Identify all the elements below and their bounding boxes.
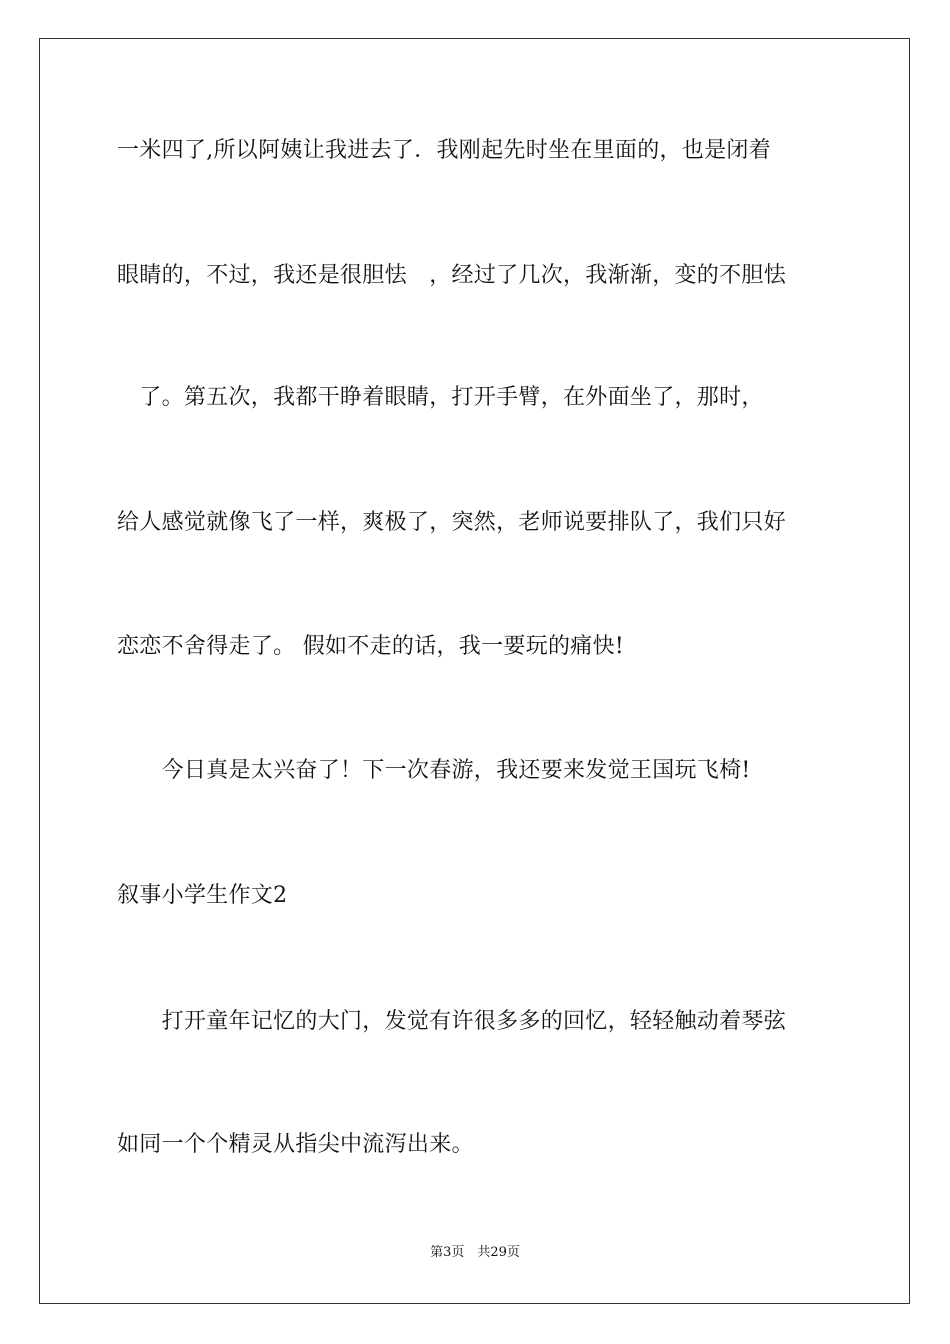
text-line: 恋恋不舍得走了。 假如不走的话，我一要玩的痛快!: [117, 634, 625, 659]
text-line: 打开童年记忆的大门，发觉有许很多多的回忆，轻轻触动着琴弦: [117, 1009, 787, 1034]
text-line: 今日真是太兴奋了！下一次春游，我还要来发觉王国玩飞椅!: [117, 758, 751, 783]
section-heading: 叙事小学生作文2: [117, 883, 288, 908]
page-border: [39, 38, 910, 1304]
text-line: 一米四了,所以阿姨让我进去了．我刚起先时坐在里面的，也是闭着: [117, 138, 771, 163]
text-line: 眼睛的，不过，我还是很胆怯 ，经过了几次，我渐渐，变的不胆怯: [117, 263, 787, 288]
text-line: 给人感觉就像飞了一样，爽极了，突然，老师说要排队了，我们只好: [117, 510, 787, 535]
page-number-footer: 第3页 共29页: [430, 1245, 520, 1260]
text-line: 如同一个个精灵从指尖中流泻出来。: [117, 1132, 474, 1157]
text-line: 了。第五次，我都干睁着眼睛，打开手臂，在外面坐了，那时，: [117, 385, 764, 410]
